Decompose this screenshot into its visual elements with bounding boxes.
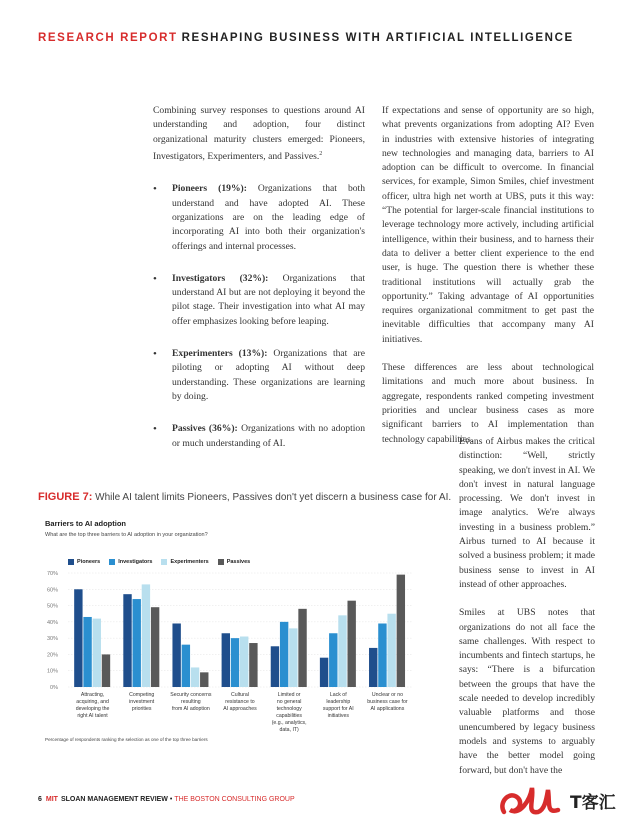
footer-partner: THE BOSTON CONSULTING GROUP (174, 796, 295, 803)
footer-separator: • (169, 796, 173, 803)
y-tick-label: 60% (46, 587, 58, 594)
x-tick-label: support for AI (322, 706, 354, 712)
list-item (153, 272, 365, 329)
bar-passives (397, 575, 405, 687)
x-tick-label: Lack of (329, 692, 347, 698)
bullet-text: Organizations that are piloting or adopting AI without deep understanding. These organizations are learning by doing. (172, 348, 365, 402)
bar-experimenters (289, 628, 297, 687)
x-tick-label: acquiring, and (76, 699, 109, 705)
y-tick-label: 20% (46, 652, 58, 659)
y-tick-label: 30% (46, 636, 58, 643)
watermark-text: T客汇 (570, 793, 616, 813)
bar-experimenters (387, 614, 395, 687)
page-footer (38, 796, 295, 803)
bar-experimenters (93, 619, 101, 687)
bar-experimenters (338, 615, 346, 687)
x-tick-label: initiatives (327, 713, 349, 719)
right-column (382, 104, 594, 447)
x-tick-label: developing the (75, 706, 110, 712)
bar-pioneers (74, 589, 82, 687)
bar-pioneers (271, 646, 279, 687)
chart-subtitle: What are the top three barriers to AI adoption in your organization? (45, 532, 208, 538)
cluster-list (153, 182, 365, 450)
bar-investigators (231, 638, 239, 687)
list-item (153, 347, 365, 404)
header-section-label: RESEARCH REPORT (38, 32, 178, 44)
bullet-term: Experimenters (13%): (172, 348, 268, 360)
x-tick-label: technology (276, 706, 302, 712)
chart-title: Barriers to AI adoption (45, 519, 126, 528)
x-tick-label: no general (276, 699, 302, 705)
body-paragraph: Smiles at UBS notes that organizations do not all face the same challenges. With respect to incumbents and fintech startups, he says: “There is a bifurcation between the groups that have the scale needed to develop incredibly valuable platforms and those unencumbered by legacy business models and systems to arguably have the better model going forward, but don't have the (459, 607, 595, 776)
x-tick-label: resistance to (225, 699, 255, 705)
bar-passives (102, 654, 110, 687)
intro-text: Combining survey responses to questions around AI understanding and adoption, four distinct organizational maturity clusters emerged: Pioneers, Investigators, Experimenters, and Passives. (153, 105, 365, 163)
x-tick-label: business case for (367, 699, 408, 705)
x-tick-label: AI approaches (223, 706, 257, 712)
body-paragraph: These differences are less about technological limitations and much more about business. In aggregate, respondents ranked competing investment priorities and unclear business cases as more significant barriers to AI implementation than technology capabilities. (382, 362, 594, 445)
y-tick-label: 50% (46, 603, 58, 610)
x-tick-label: Cultural (231, 692, 249, 698)
x-tick-label: capabilities (276, 713, 302, 719)
legend-label: Passives (226, 559, 251, 565)
bar-experimenters (191, 667, 199, 687)
bar-investigators (378, 623, 386, 687)
x-tick-label: Security concerns (170, 692, 212, 698)
list-item (153, 422, 365, 451)
footer-mit: MIT (45, 796, 58, 803)
x-tick-label: priorities (131, 706, 152, 712)
figure-label: FIGURE 7: (38, 491, 93, 503)
page-number: 6 (38, 796, 42, 803)
bar-passives (298, 609, 306, 687)
bar-pioneers (320, 658, 328, 687)
x-tick-label: resulting (181, 699, 201, 705)
watermark-logo (496, 780, 636, 820)
report-header (38, 32, 574, 44)
bullet-term: Pioneers (19%): (172, 183, 247, 195)
figure-caption (38, 491, 451, 503)
y-tick-label: 10% (46, 668, 58, 675)
bar-passives (249, 643, 257, 687)
bar-experimenters (142, 584, 150, 687)
x-tick-label: Competing (129, 692, 155, 698)
body-paragraph: Evans of Airbus makes the critical distinction: “Well, strictly speaking, we don't invest in AI. We don't invest in natural language processing. We don't invest in image analytics. We're always investing in a business problem.” Airbus turned to AI because it solved a business problem; it made business sense to invest in AI instead of other approaches. (459, 436, 595, 590)
footnote-ref: 2 (319, 150, 323, 157)
x-tick-label: Unclear or no (371, 692, 403, 698)
bullet-text: Organizations with no adoption or much understanding of AI. (172, 423, 366, 449)
bar-pioneers (172, 623, 180, 687)
bullet-text: Organizations that both understand and have adopted AI. These organizations are on the leading edge of incorporating AI into both their organization's offerings and internal processes. (172, 183, 365, 252)
narrow-column (459, 435, 595, 778)
x-tick-label: (e.g., analytics, (271, 720, 307, 726)
bullet-text: Organizations that understand AI but are not deploying it beyond the pilot stage. Their investigation into what AI may offer emphasizes looking before leaping. (172, 272, 366, 327)
y-tick-label: 40% (46, 619, 58, 626)
intro-paragraph (153, 104, 365, 164)
bullet-term: Investigators (32%): (172, 272, 269, 284)
y-tick-label: 0% (50, 685, 58, 691)
chart-footnote: Percentage of respondents ranking the selection as one of the top three barriers (45, 737, 208, 742)
bar-passives (200, 672, 208, 687)
figure-caption-text: While AI talent limits Pioneers, Passives don't yet discern a business case for AI. (92, 492, 452, 503)
y-tick-label: 70% (46, 571, 58, 577)
bar-pioneers (369, 648, 377, 687)
x-tick-label: Attracting, (80, 692, 105, 698)
x-tick-label: data, IT) (279, 727, 299, 733)
watermark-swoosh (502, 788, 558, 812)
list-item (153, 182, 365, 253)
bar-experimenters (240, 637, 248, 687)
x-tick-label: right AI talent (77, 713, 108, 719)
x-tick-label: leadership (326, 699, 351, 705)
x-tick-label: investment (129, 699, 155, 705)
bar-passives (151, 607, 159, 687)
footer-publication: SLOAN MANAGEMENT REVIEW (60, 796, 168, 803)
header-report-title: RESHAPING BUSINESS WITH ARTIFICIAL INTELLIGENCE (181, 32, 574, 44)
bar-pioneers (123, 594, 131, 687)
bar-investigators (83, 617, 91, 687)
bar-passives (347, 601, 355, 687)
x-tick-label: AI applications (370, 706, 405, 712)
bar-investigators (133, 599, 141, 687)
legend-label: Investigators (118, 559, 153, 565)
legend-label: Experimenters (170, 559, 209, 565)
x-tick-label: from AI adoption (171, 706, 210, 712)
bar-investigators (329, 633, 337, 687)
bullet-term: Passives (36%): (172, 423, 238, 435)
bar-investigators (182, 645, 190, 687)
x-tick-label: Limited or (277, 692, 301, 698)
bar-investigators (280, 622, 288, 687)
body-paragraph: If expectations and sense of opportunity are so high, what prevents organizations from adopting AI? Even in industries with extensive histories of integrating new technologies and managing data, barriers to AI adoption can be difficult to overcome. In financial services, for example, Simon Smiles, chief investment officer, ultra high net worth at UBS, puts it this way: “The potential for larger-scale financial institutions to leverage technology more actively, including artificial intelligence, within their business, and to harness their data to deliver a better client experience to the end user, is huge. The question there is whether these traditional institutions will actually grab the opportunity.” Taking advantage of AI opportunities requires organizational commitment to get past the inevitable difficulties that accompany many AI initiatives. (382, 105, 594, 345)
legend-label: Pioneers (77, 559, 101, 565)
left-column (153, 104, 365, 469)
barriers-bar-chart (40, 565, 420, 735)
bar-pioneers (222, 633, 230, 687)
